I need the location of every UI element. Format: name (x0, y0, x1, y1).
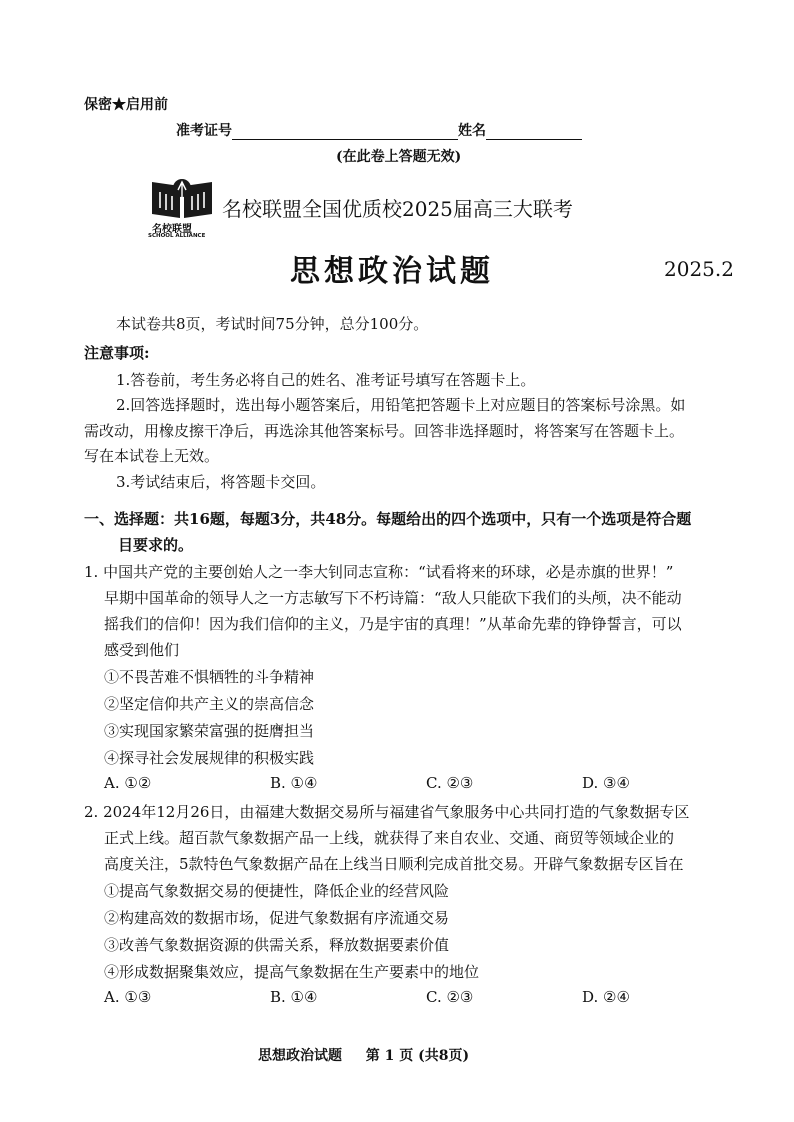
book-tree-icon (148, 176, 216, 220)
footer-total: (共8页) (418, 1048, 470, 1064)
question-2-line: 正式上线。超百款气象数据产品一上线，就获得了来自农业、交通、商贸等领域企业的 (104, 829, 675, 847)
exam-id-label: 准考证号 (176, 123, 232, 139)
name-label: 姓名 (458, 123, 486, 139)
name-field[interactable] (486, 139, 582, 140)
option-a[interactable]: A. ①③ (104, 988, 152, 1006)
notice-item: 写在本试卷上无效。 (84, 447, 220, 465)
statement: ④形成数据聚集效应，提高气象数据在生产要素中的地位 (104, 963, 480, 981)
question-1-line: 摇我们的信仰！因为我们信仰的主义，乃是宇宙的真理！”从革命先辈的铮铮誓言，可以 (104, 615, 682, 633)
question-1-line: 1. 中国共产党的主要创始人之一李大钊同志宣称：“试看将来的环球，必是赤旗的世界！” (84, 563, 674, 581)
notice-heading: 注意事项: (84, 344, 150, 362)
logo-text-en: SCHOOL ALLIANCE (148, 233, 206, 239)
invalid-note: (在此卷上答题无效) (336, 149, 462, 165)
exam-date: 2025.2 (664, 257, 734, 281)
footer-subject: 思想政治试题 (258, 1048, 342, 1064)
statement: ④探寻社会发展规律的积极实践 (104, 749, 315, 767)
notice-item: 1.答卷前，考生务必将自己的姓名、准考证号填写在答题卡上。 (116, 371, 536, 389)
question-2-line: 2. 2024年12月26日，由福建大数据交易所与福建省气象服务中心共同打造的气象数据专区 (84, 803, 690, 821)
confidential-label: 保密★启用前 (84, 97, 168, 113)
statement: ②坚定信仰共产主义的崇高信念 (104, 695, 315, 713)
statement: ①提高气象数据交易的便捷性，降低企业的经营风险 (104, 882, 450, 900)
question-1-line: 感受到他们 (104, 641, 180, 659)
statement: ③实现国家繁荣富强的挺膺担当 (104, 722, 315, 740)
question-1-line: 早期中国革命的领导人之一方志敏写下不朽诗篇：“敌人只能砍下我们的头颅，决不能动 (104, 589, 682, 607)
option-c[interactable]: C. ②③ (426, 988, 474, 1006)
school-alliance-logo (148, 176, 216, 238)
statement: ①不畏苦难不惧牺牲的斗争精神 (104, 668, 315, 686)
notice-item: 3.考试结束后，将答题卡交回。 (116, 473, 326, 491)
statement: ③改善气象数据资源的供需关系，释放数据要素价值 (104, 936, 450, 954)
option-a[interactable]: A. ①② (104, 774, 152, 792)
option-c[interactable]: C. ②③ (426, 774, 474, 792)
footer-page: 第 1 页 (365, 1048, 414, 1064)
alliance-title: 名校联盟全国优质校2025届高三大联考 (222, 197, 573, 221)
option-d[interactable]: D. ③④ (582, 774, 630, 792)
notice-item: 2.回答选择题时，选出每小题答案后，用铅笔把答题卡上对应题目的答案标号涂黑。如 (116, 396, 686, 414)
exam-id-field[interactable] (232, 139, 458, 140)
page-footer (258, 1045, 469, 1065)
statement: ②构建高效的数据市场，促进气象数据有序流通交易 (104, 909, 450, 927)
notice-item: 需改动，用橡皮擦干净后，再选涂其他答案标号。回答非选择题时，将答案写在答题卡上。 (84, 422, 685, 440)
option-d[interactable]: D. ②④ (582, 988, 630, 1006)
exam-intro: 本试卷共8页，考试时间75分钟，总分100分。 (116, 315, 429, 333)
exam-id-row (176, 120, 582, 140)
option-b[interactable]: B. ①④ (270, 988, 318, 1006)
section-heading: 一、选择题：共16题，每题3分，共48分。每题给出的四个选项中，只有一个选项是符合题 (84, 510, 692, 528)
question-2-line: 高度关注，5款特色气象数据产品在上线当日顺利完成首批交易。开辟气象数据专区旨在 (104, 855, 684, 873)
subject-title: 思想政治试题 (290, 254, 494, 289)
section-heading-cont: 目要求的。 (118, 536, 194, 554)
option-b[interactable]: B. ①④ (270, 774, 318, 792)
logo-text-cn: 名校联盟 (152, 224, 192, 235)
